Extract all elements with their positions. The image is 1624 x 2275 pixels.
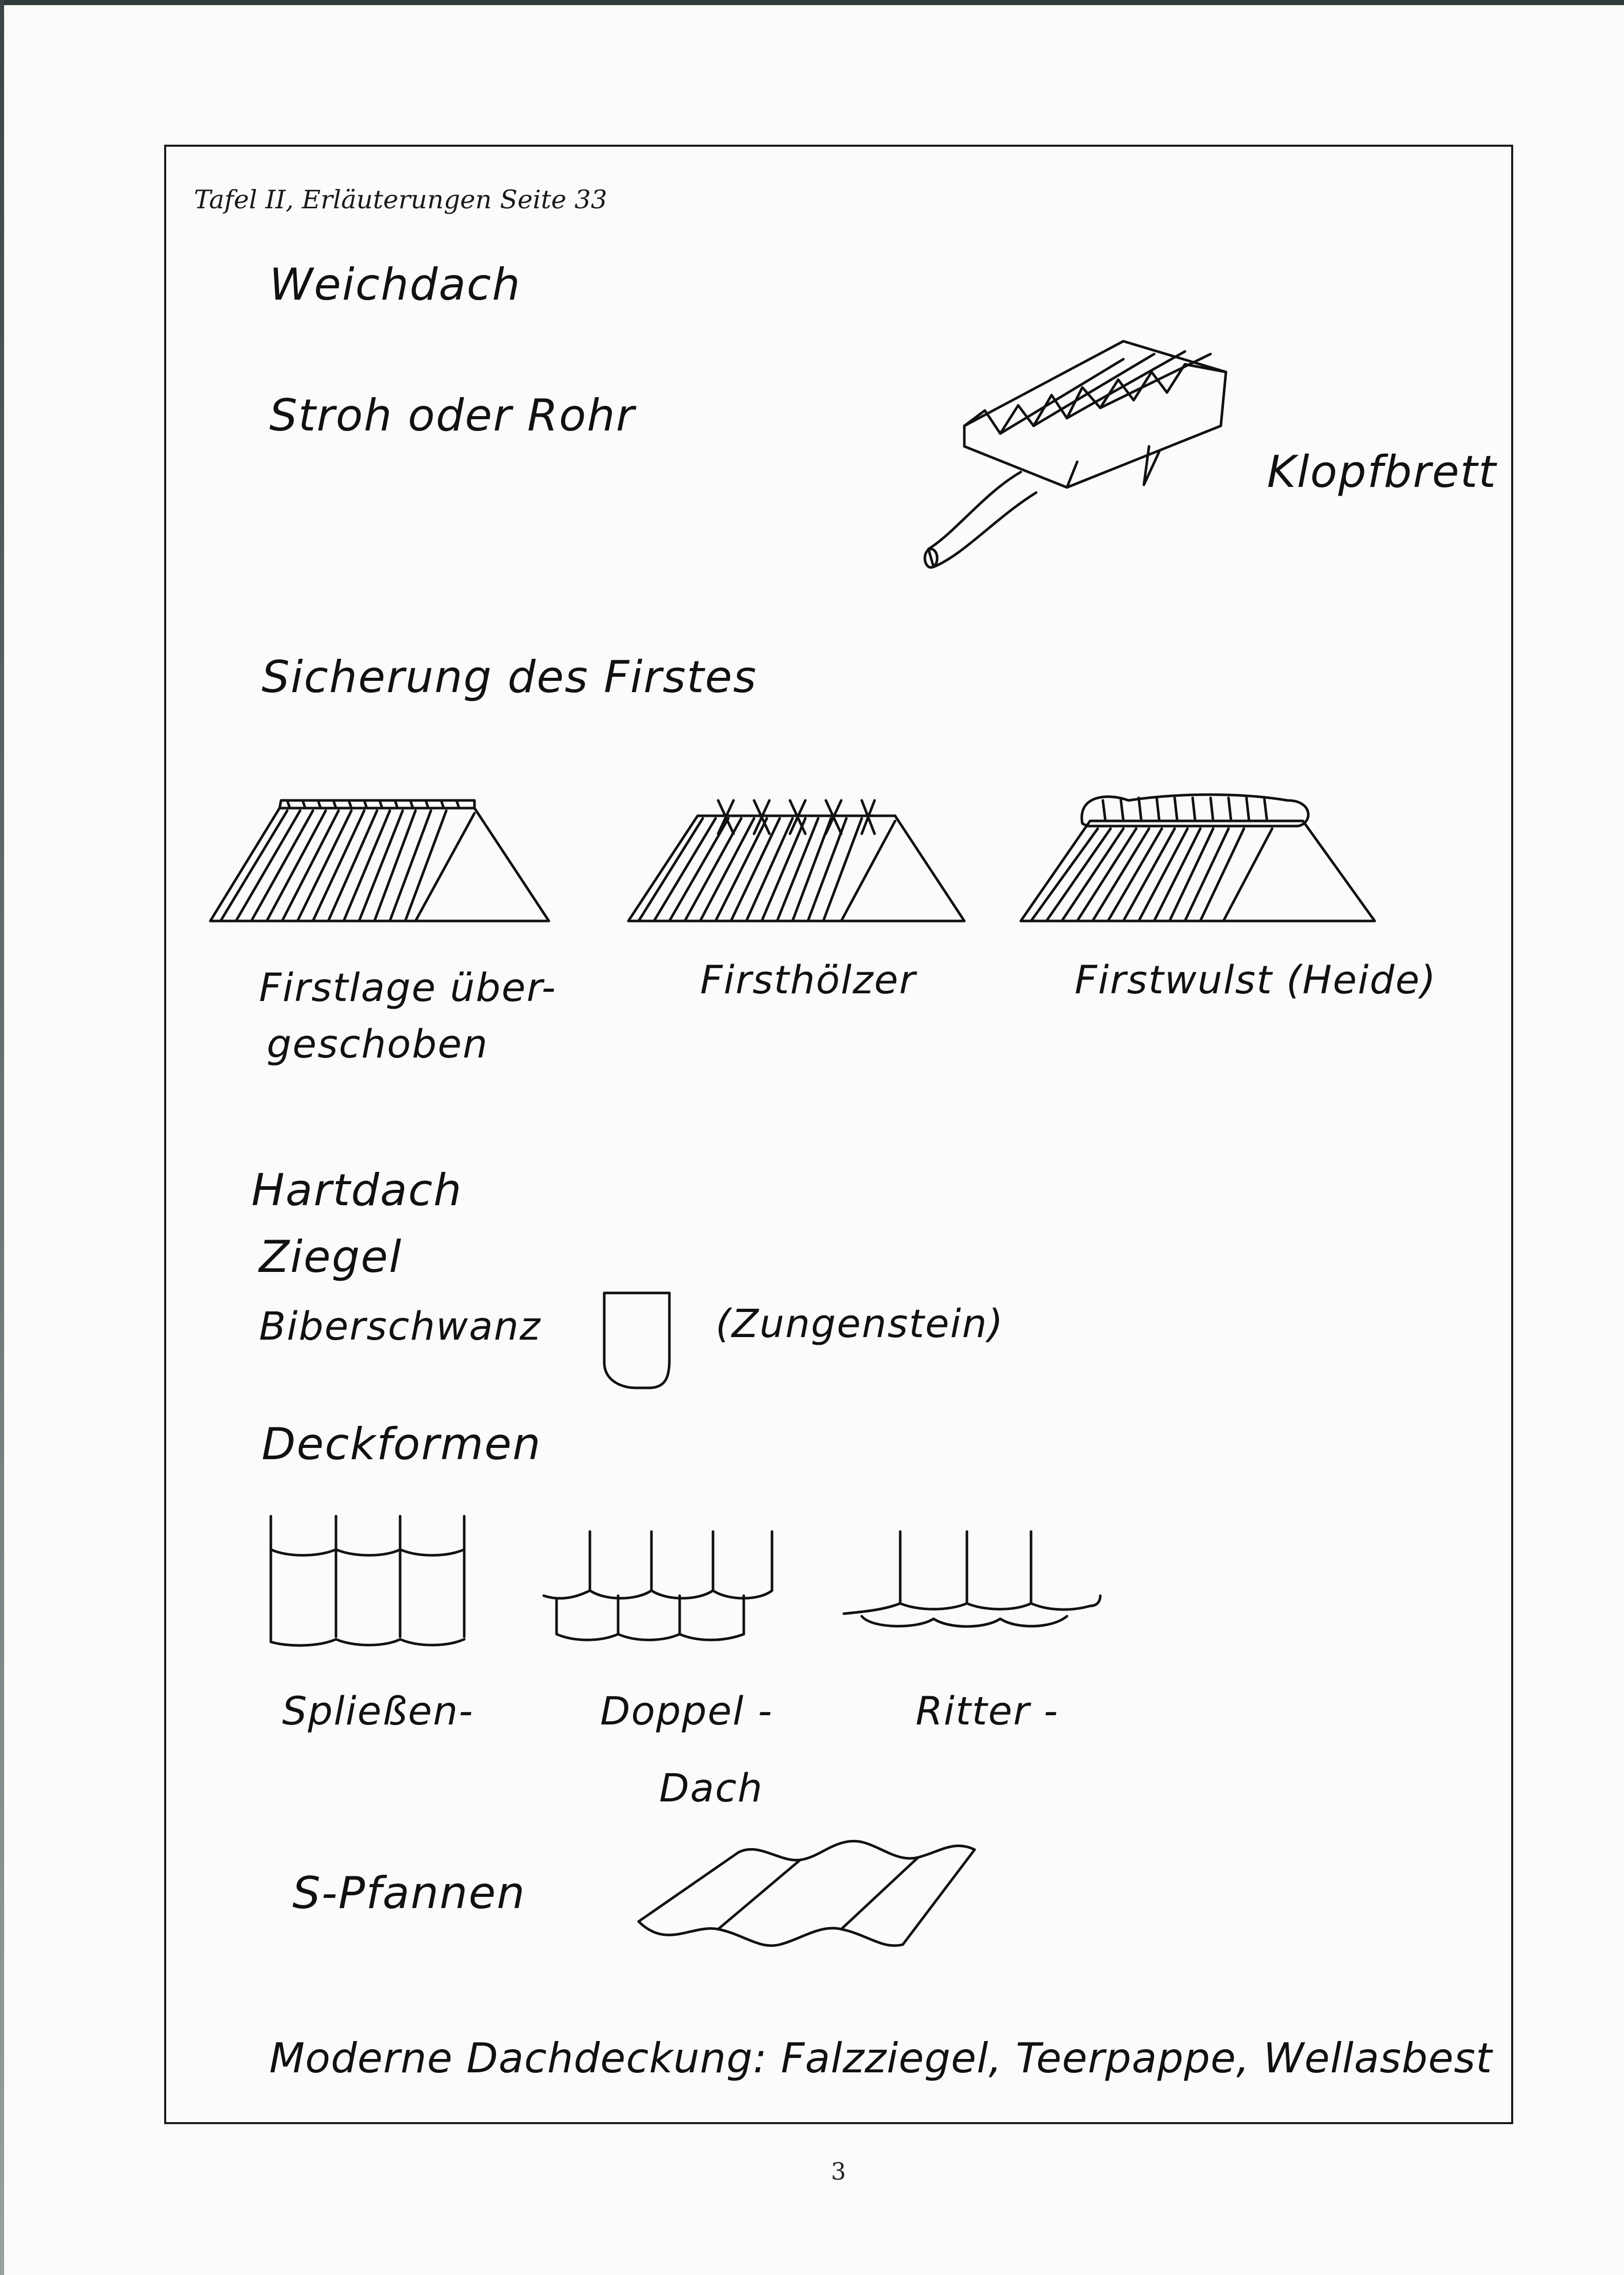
klopfbrett-illustration — [925, 341, 1226, 567]
biberschwanz-tile-illustration — [604, 1293, 669, 1388]
deckform-doppeldach-illustration — [544, 1532, 772, 1640]
deckform-spliessen-illustration — [271, 1516, 464, 1645]
heading-sicherung-des-firstes: Sicherung des Firstes — [262, 652, 758, 703]
label-s-pfannen: S-Pfannen — [292, 1868, 526, 1919]
label-dach: Dach — [659, 1765, 764, 1811]
label-stroh-oder-rohr: Stroh oder Rohr — [269, 390, 636, 441]
plate-caption: Tafel II, Erläuterungen Seite 33 — [194, 185, 607, 214]
heading-weichdach: Weichdach — [269, 259, 521, 310]
label-zungenstein: (Zungenstein) — [716, 1301, 1004, 1346]
label-firsthoelzer: Firsthölzer — [700, 957, 917, 1003]
label-biberschwanz: Biberschwanz — [259, 1303, 541, 1349]
label-firstwulst: Firstwulst (Heide) — [1075, 957, 1437, 1003]
heading-deckformen: Deckformen — [262, 1419, 542, 1470]
label-ritter: Ritter - — [916, 1688, 1059, 1734]
roof-firsthoelzer-illustration — [628, 800, 964, 921]
deckform-ritterdach-illustration — [844, 1532, 1100, 1626]
label-spliessen: Spließen- — [282, 1688, 474, 1734]
page-number: 3 — [831, 2158, 846, 2185]
label-firstlage-2: geschoben — [267, 1021, 489, 1067]
roof-firstlage-illustration — [210, 800, 549, 921]
s-pfannen-illustration — [639, 1841, 975, 1946]
heading-hartdach: Hartdach — [251, 1165, 463, 1216]
roof-firstwulst-illustration — [1021, 795, 1375, 921]
text-moderne-dachdeckung: Moderne Dachdeckung: Falzziegel, Teerpappe, Wellasbest — [269, 2034, 1493, 2082]
label-firstlage-1: Firstlage über- — [259, 965, 557, 1010]
label-ziegel: Ziegel — [259, 1231, 403, 1283]
label-klopfbrett: Klopfbrett — [1267, 446, 1497, 498]
label-doppel: Doppel - — [600, 1688, 773, 1734]
